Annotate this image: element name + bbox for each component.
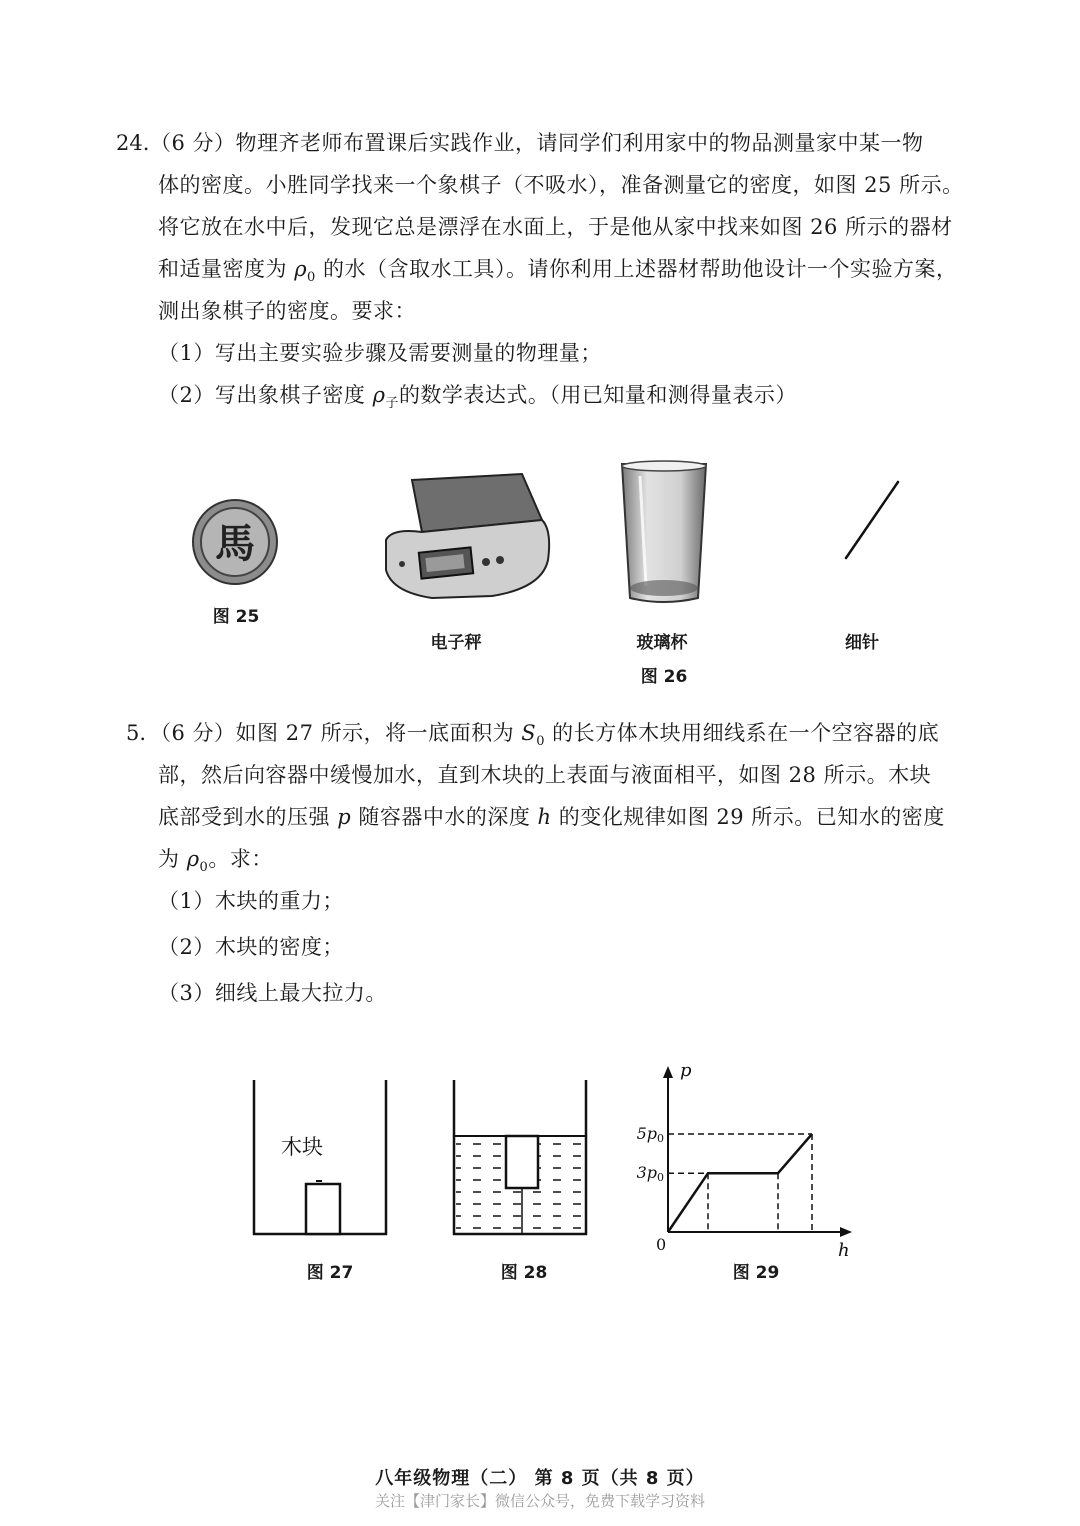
figure-29-graph — [630, 1060, 860, 1260]
question-25-line-2: 部，然后向容器中缓慢加水，直到木块的上表面与液面相平，如图 28 所示。木块 — [158, 763, 932, 787]
figure-25-caption: 图 25 — [212, 607, 260, 627]
question-24-item-1: （1）写出主要实验步骤及需要测量的物理量； — [158, 341, 602, 365]
question-24-line-4: 和适量密度为 $\rho_0$ 的水（含取水工具）。请你利用上述器材帮助他设计一个实验方案， — [158, 257, 958, 286]
figure-28-diagram — [450, 1078, 590, 1238]
figure-29-caption: 图 29 — [732, 1263, 780, 1283]
figure-26-caption: 图 26 — [640, 667, 688, 687]
electronic-scale-image — [382, 470, 552, 605]
question-24-line-2: 体的密度。小胜同学找来一个象棋子（不吸水），准备测量它的密度，如图 25 所示。 — [158, 173, 964, 197]
page-footer: 八年级物理（二） 第 8 页（共 8 页） — [375, 1468, 705, 1489]
needle-caption: 细针 — [845, 633, 879, 653]
scale-caption: 电子秤 — [430, 633, 482, 653]
x-axis-label: h — [838, 1240, 850, 1260]
question-25-line-1: （6 分）如图 27 所示，将一底面积为 $S_0$ 的长方体木块用细线系在一个空容器的底 — [150, 721, 940, 750]
question-24-line-5: 测出象棋子的密度。要求： — [158, 299, 416, 323]
question-25-line-4: 为 $\rho_0$。求： — [158, 847, 273, 876]
origin-label: 0 — [656, 1235, 667, 1254]
chess-piece-character: 馬 — [215, 521, 255, 567]
question-25-item-2: （2）木块的密度； — [158, 935, 344, 959]
question-25-line-3: 底部受到水的压强 p 随容器中水的深度 h 的变化规律如图 29 所示。已知水的密度 — [158, 805, 945, 829]
question-number: 5. — [126, 721, 147, 745]
question-25-item-1: （1）木块的重力； — [158, 889, 344, 913]
figure-27-diagram — [250, 1078, 390, 1238]
block-label: 木块 — [281, 1135, 323, 1159]
y-axis-label: p — [680, 1060, 692, 1081]
question-24-line-1: （6 分）物理齐老师布置课后实践作业，请同学们利用家中的物品测量家中某一物 — [150, 131, 924, 155]
glass-cup-image — [618, 458, 710, 608]
question-24-item-2: （2）写出象棋子密度 $\rho_子$的数学表达式。（用已知量和测得量表示） — [158, 383, 797, 412]
chess-piece-image — [190, 497, 280, 587]
figure-28-caption: 图 28 — [500, 1263, 548, 1283]
x-axis-arrow-icon — [840, 1227, 852, 1237]
y-tick-5p0: 5p0 — [636, 1124, 664, 1145]
watermark-text: 关注【津门家长】微信公众号，免费下载学习资料 — [374, 1492, 705, 1510]
y-tick-3p0: 3p0 — [636, 1163, 664, 1185]
question-number: 24. — [116, 131, 150, 155]
needle-image — [838, 478, 908, 564]
figure-27-caption: 图 27 — [306, 1263, 354, 1283]
y-axis-arrow-icon — [663, 1066, 673, 1078]
pressure-curve — [668, 1134, 812, 1232]
question-25-item-3: （3）细线上最大拉力。 — [158, 981, 387, 1005]
glass-caption: 玻璃杯 — [636, 633, 688, 653]
question-24-line-3: 将它放在水中后，发现它总是漂浮在水面上，于是他从家中找来如图 26 所示的器材 — [158, 215, 953, 239]
